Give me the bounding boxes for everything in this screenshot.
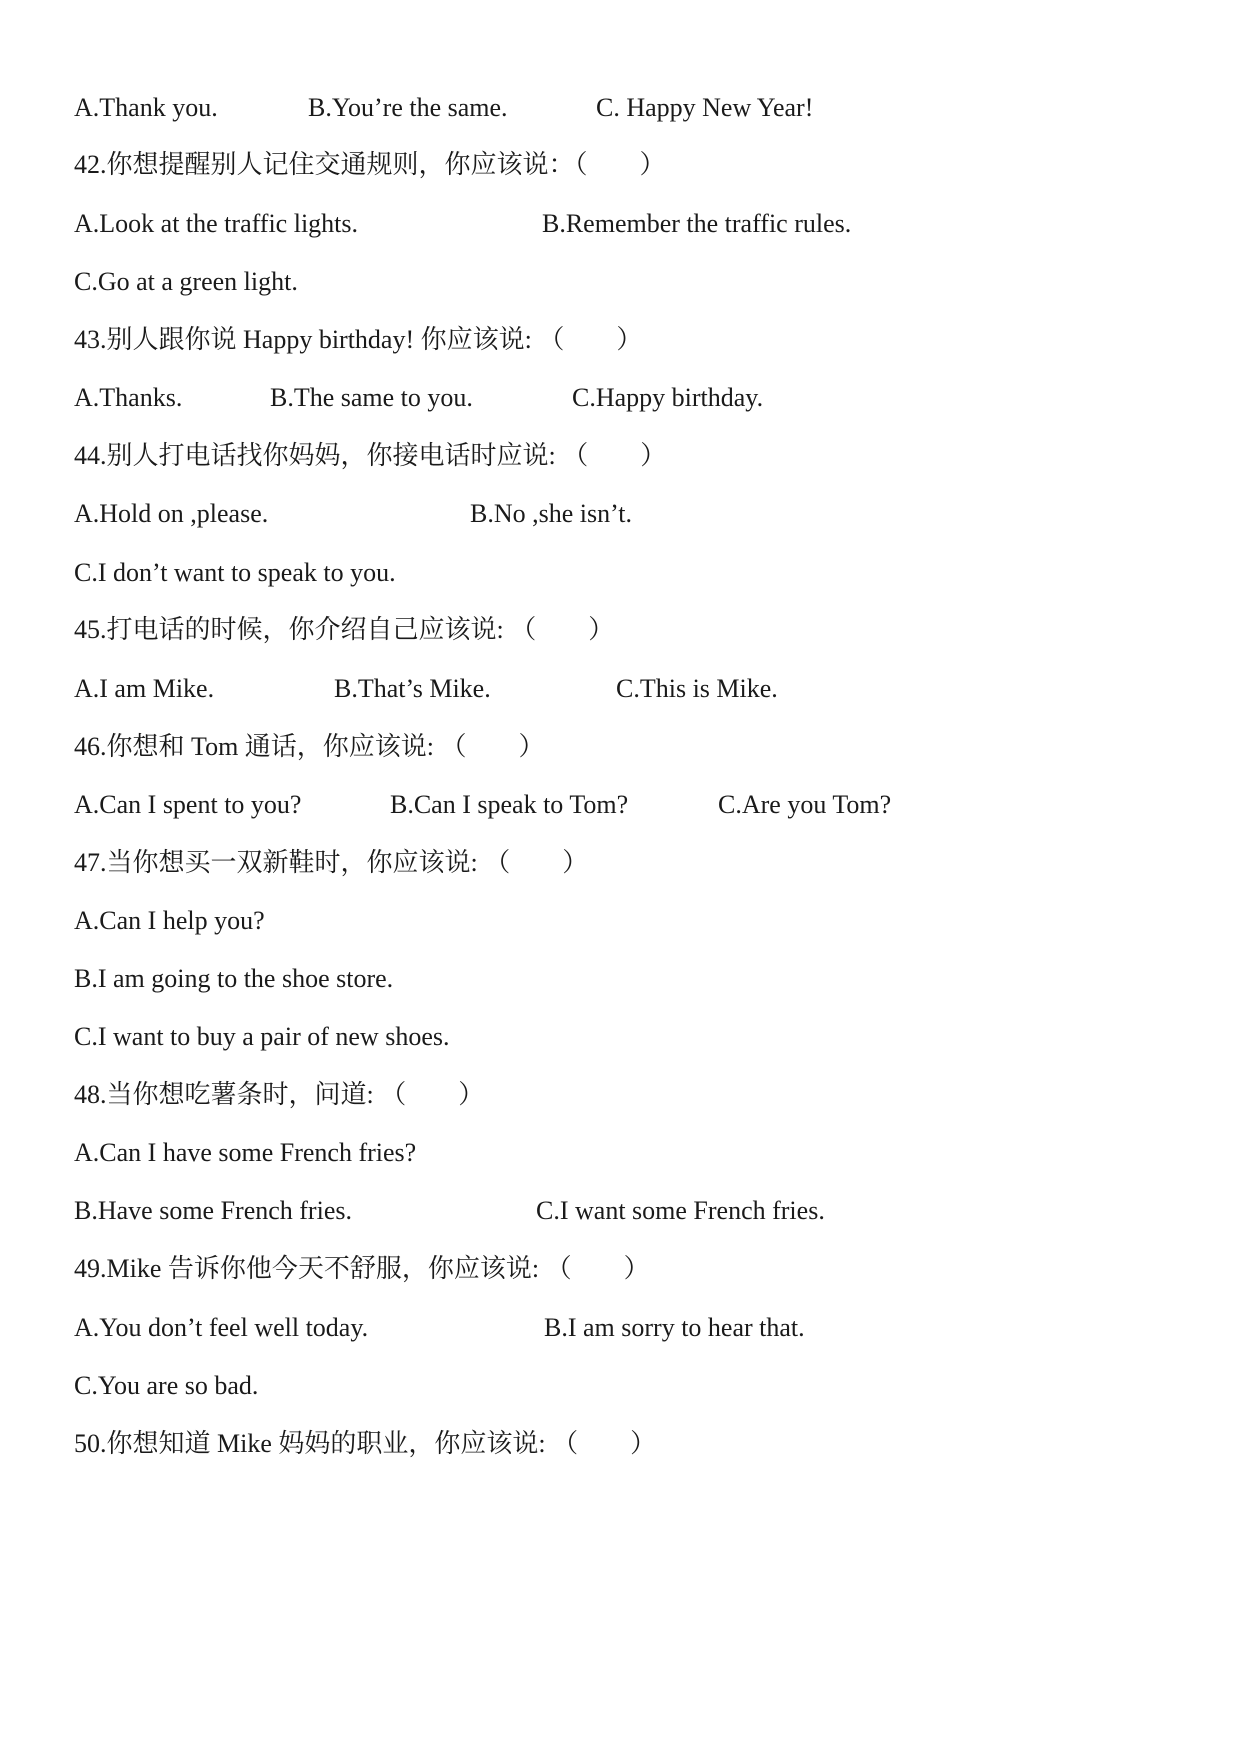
question-42 xyxy=(0,145,1241,185)
options-line xyxy=(0,1308,1241,1348)
options-line xyxy=(0,262,1241,302)
option-b: B.The same to you. xyxy=(270,383,473,412)
option-c: C.I want to buy a pair of new shoes. xyxy=(74,1022,450,1051)
option-a: A.Thank you. xyxy=(74,93,218,122)
question-50 xyxy=(0,1424,1241,1464)
option-c: C.I want some French fries. xyxy=(536,1196,825,1225)
option-c: C.Go at a green light. xyxy=(74,267,298,296)
options-line xyxy=(0,1133,1241,1173)
options-line xyxy=(0,901,1241,941)
options-line xyxy=(0,1017,1241,1057)
options-line xyxy=(0,378,1241,418)
option-b: B.You’re the same. xyxy=(308,93,508,122)
question-48 xyxy=(0,1075,1241,1115)
option-b: B.Remember the traffic rules. xyxy=(542,209,852,238)
option-b: B.I am going to the shoe store. xyxy=(74,964,394,993)
options-line xyxy=(0,669,1241,709)
option-a: A.Can I spent to you? xyxy=(74,790,302,819)
question-text: 45.打电话的时候，你介绍自己应该说: （ ） xyxy=(74,615,615,644)
question-44 xyxy=(0,436,1241,476)
option-b: B.Have some French fries. xyxy=(74,1196,352,1225)
options-line xyxy=(0,785,1241,825)
question-46 xyxy=(0,727,1241,767)
option-a: A.Can I help you? xyxy=(74,906,265,935)
options-line xyxy=(0,88,1241,128)
options-line xyxy=(0,959,1241,999)
option-c: C.I don’t want to speak to you. xyxy=(74,558,396,587)
question-49 xyxy=(0,1249,1241,1289)
option-c: C.Happy birthday. xyxy=(572,383,764,412)
question-text: 44.别人打电话找你妈妈，你接电话时应说: （ ） xyxy=(74,441,667,470)
option-a: A.Can I have some French fries? xyxy=(74,1138,417,1167)
option-c: C.This is Mike. xyxy=(616,674,778,703)
question-text: 42.你想提醒别人记住交通规则，你应该说：（ ） xyxy=(74,150,666,179)
question-43 xyxy=(0,320,1241,360)
option-c: C. Happy New Year! xyxy=(596,93,814,122)
options-line xyxy=(0,1191,1241,1231)
option-b: B.I am sorry to hear that. xyxy=(544,1313,805,1342)
option-a: A.Thanks. xyxy=(74,383,183,412)
options-line xyxy=(0,1366,1241,1406)
question-text: 50.你想知道 Mike 妈妈的职业，你应该说: （ ） xyxy=(74,1429,657,1458)
option-c: C.Are you Tom? xyxy=(718,790,892,819)
option-b: B.That’s Mike. xyxy=(334,674,491,703)
question-text: 47.当你想买一双新鞋时，你应该说: （ ） xyxy=(74,848,589,877)
question-text: 43.别人跟你说 Happy birthday! 你应该说: （ ） xyxy=(74,325,643,354)
question-text: 46.你想和 Tom 通话，你应该说: （ ） xyxy=(74,732,545,761)
question-text: 48.当你想吃薯条时，问道: （ ） xyxy=(74,1080,485,1109)
options-line xyxy=(0,553,1241,593)
option-b: B.Can I speak to Tom? xyxy=(390,790,629,819)
options-line xyxy=(0,204,1241,244)
option-b: B.No ,she isn’t. xyxy=(470,499,633,528)
option-a: A.I am Mike. xyxy=(74,674,215,703)
option-a: A.Look at the traffic lights. xyxy=(74,209,359,238)
question-text: 49.Mike 告诉你他今天不舒服，你应该说: （ ） xyxy=(74,1254,650,1283)
option-a: A.Hold on ,please. xyxy=(74,499,269,528)
option-c: C.You are so bad. xyxy=(74,1371,259,1400)
question-45 xyxy=(0,610,1241,650)
option-a: A.You don’t feel well today. xyxy=(74,1313,369,1342)
question-47 xyxy=(0,843,1241,883)
options-line xyxy=(0,494,1241,534)
